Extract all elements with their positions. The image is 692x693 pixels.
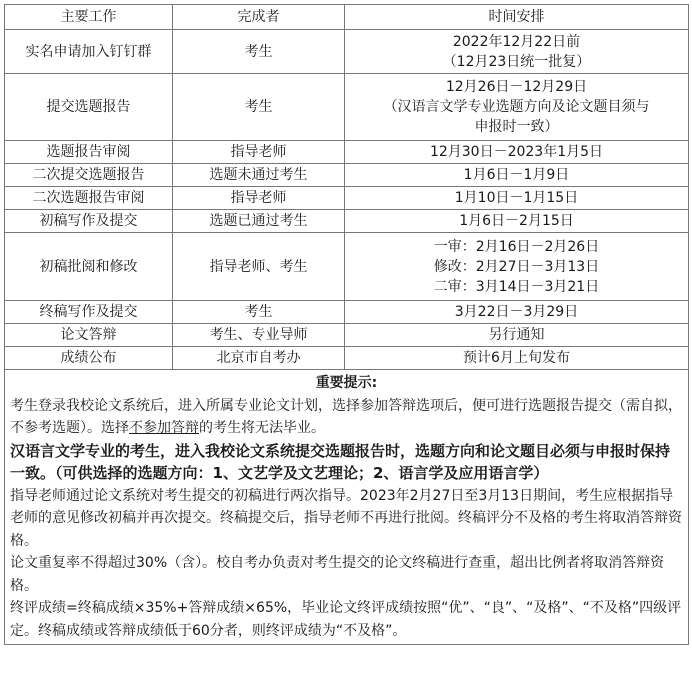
- note-paragraph: [10, 395, 683, 440]
- table-row: [5, 30, 689, 74]
- notes-title: 重要提示:: [315, 375, 378, 391]
- table-header-row: [5, 5, 689, 30]
- time-line: 一审：2月16日－2月26日: [433, 238, 600, 255]
- time-line: （12月23日统一批复）: [442, 53, 591, 70]
- time-cell: 预计6月上旬发布: [345, 347, 689, 370]
- task-cell: 论文答辩: [5, 324, 173, 347]
- task-cell: 初稿批阅和修改: [5, 233, 173, 301]
- header-time: 时间安排: [345, 5, 689, 30]
- table-row: [5, 74, 689, 141]
- important-notes: [5, 370, 689, 645]
- underlined-note-text: 不参加答辩: [129, 420, 199, 436]
- note-paragraph: 论文重复率不得超过30%（含）。校自考办负责对考生提交的论文终稿进行查重，超出比例者将取消答辩资格。: [10, 555, 665, 594]
- who-cell: 指导老师: [173, 187, 345, 210]
- time-cell: [345, 74, 689, 141]
- time-line: 二审：3月14日－3月21日: [433, 278, 600, 295]
- note-paragraph-bold: 汉语言文学专业的考生，进入我校论文系统提交选题报告时，选题方向和论文题目必须与申报时保持一致。（可供选择的选题方向：1、文艺学及文艺理论；2、语言学及应用语言学）: [10, 441, 671, 482]
- time-line: 修改：2月27日－3月13日: [433, 258, 600, 275]
- header-task: 主要工作: [5, 5, 173, 30]
- table-row: [5, 347, 689, 370]
- task-cell: 终稿写作及提交: [5, 301, 173, 324]
- note-text: 的考生将无法毕业。: [199, 420, 325, 436]
- notes-row: [5, 370, 689, 645]
- time-cell: 3月22日－3月29日: [345, 301, 689, 324]
- time-line: 12月26日－12月29日: [445, 79, 588, 95]
- time-cell: [345, 233, 689, 301]
- note-paragraph: 终评成绩=终稿成绩×35%+答辩成绩×65%，毕业论文终评成绩按照“优”、“良”、“及格”、“不及格”四级评定。终稿成绩或答辩成绩低于60分者，则终评成绩为“不及格”。: [10, 600, 682, 639]
- table-row: [5, 233, 689, 301]
- who-cell: 北京市自考办: [173, 347, 345, 370]
- table-row: [5, 187, 689, 210]
- who-cell: 指导老师: [173, 141, 345, 164]
- time-line: 2022年12月22日前: [452, 33, 581, 50]
- table-row: [5, 301, 689, 324]
- who-cell: 考生、专业导师: [173, 324, 345, 347]
- note-paragraph: 指导老师通过论文系统对考生提交的初稿进行两次指导。2023年2月27日至3月13日期间，考生应根据指导老师的意见修改初稿并再次提交。终稿提交后，指导老师不再进行批阅。终稿评分不及格的考生将取消答辩资格。: [10, 487, 682, 549]
- time-cell: 另行通知: [345, 324, 689, 347]
- who-cell: 选题已通过考生: [173, 210, 345, 233]
- table-row: [5, 141, 689, 164]
- task-cell: 成绩公布: [5, 347, 173, 370]
- task-cell: 选题报告审阅: [5, 141, 173, 164]
- table-row: [5, 324, 689, 347]
- time-cell: 1月6日－2月15日: [345, 210, 689, 233]
- who-cell: 考生: [173, 301, 345, 324]
- time-cell: 1月6日－1月9日: [345, 164, 689, 187]
- who-cell: 指导老师、考生: [173, 233, 345, 301]
- schedule-table: [4, 4, 689, 645]
- task-cell: 初稿写作及提交: [5, 210, 173, 233]
- time-cell: [345, 30, 689, 74]
- note-text: 考生登录我校论文系统后，进入所属专业论文计划，选择参加答辩选项后，便可进行选题报告提交（需自拟，不参考选题）。选择: [10, 397, 682, 436]
- task-cell: 实名申请加入钉钉群: [5, 30, 173, 74]
- who-cell: 考生: [173, 74, 345, 141]
- header-who: 完成者: [173, 5, 345, 30]
- time-cell: 1月10日－1月15日: [345, 187, 689, 210]
- who-cell: 考生: [173, 30, 345, 74]
- task-cell: 二次提交选题报告: [5, 164, 173, 187]
- time-line: 申报时一致）: [474, 119, 559, 135]
- who-cell: 选题未通过考生: [173, 164, 345, 187]
- task-cell: 提交选题报告: [5, 74, 173, 141]
- task-cell: 二次选题报告审阅: [5, 187, 173, 210]
- table-row: [5, 210, 689, 233]
- time-line: （汉语言文学专业选题方向及论文题目须与: [383, 99, 650, 115]
- time-cell: 12月30日－2023年1月5日: [345, 141, 689, 164]
- table-row: [5, 164, 689, 187]
